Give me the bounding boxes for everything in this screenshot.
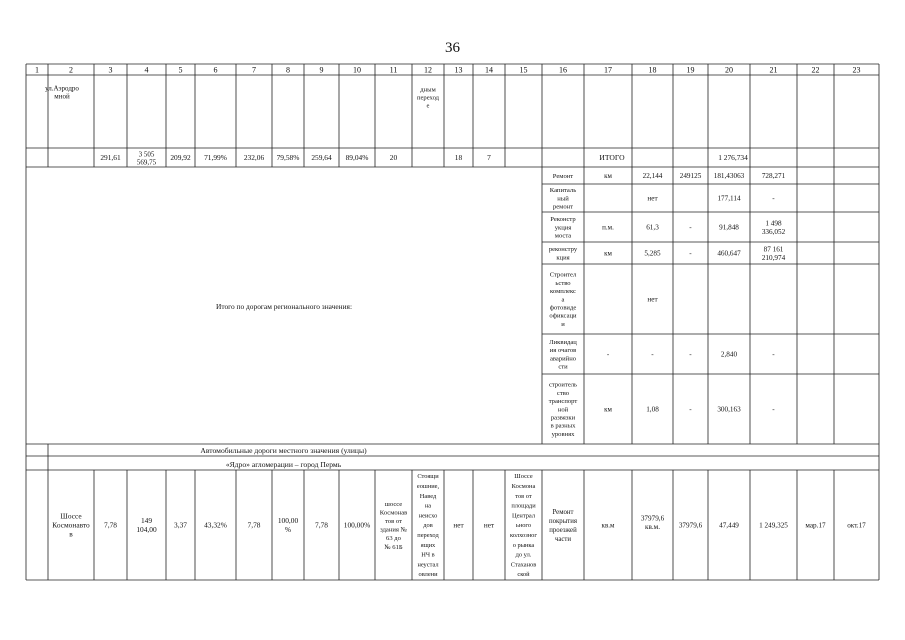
value-c10: 100,00% — [343, 520, 371, 530]
column-number: 4 — [144, 65, 149, 75]
work-type: ство — [556, 389, 570, 397]
unit: км — [604, 249, 612, 258]
total-sum: 1 276,734 — [718, 153, 748, 162]
value-c7: 7,78 — [247, 520, 261, 530]
total-area: 3 505 — [138, 150, 155, 159]
total-label: ИТОГО — [599, 153, 625, 162]
value-c19: 37979,6 — [678, 521, 703, 530]
quantity: 61,3 — [646, 223, 659, 232]
cost-total: 87 161 — [763, 245, 784, 254]
value-c8: 79,58% — [276, 153, 300, 162]
work-type: Капиталь — [549, 187, 577, 195]
crossing-note: на — [424, 502, 432, 510]
crossing-note: ящих — [420, 541, 436, 549]
crossing-note: НЧ в — [421, 551, 435, 559]
value-c7: 232,06 — [243, 153, 265, 162]
start-date: мар.17 — [805, 521, 826, 530]
work-type: покрытия — [548, 517, 578, 525]
crossing-note: дным — [420, 86, 436, 94]
repair-section: Космона — [511, 483, 536, 491]
unit: км — [604, 405, 612, 414]
repair-section: колхозног — [510, 532, 537, 540]
column-number: 18 — [648, 65, 657, 75]
column-number: 17 — [604, 65, 612, 75]
cost-total: - — [772, 194, 775, 203]
work-type: офиксаци — [549, 312, 577, 320]
page-number: 36 — [445, 40, 460, 56]
area: 104,00 — [136, 525, 157, 535]
value-c13: 18 — [454, 153, 463, 162]
work-type: фотовиде — [549, 304, 577, 312]
column-number: 2 — [69, 65, 73, 75]
work-type: укция — [554, 224, 572, 232]
cost: 91,848 — [719, 223, 739, 232]
unit: км — [604, 172, 612, 180]
column-number: 12 — [424, 65, 432, 75]
repair-section: ьного — [515, 522, 532, 530]
work-type: Ремонт — [552, 172, 574, 180]
section-from-to: Космонав — [379, 509, 408, 517]
work-type: аварийно — [549, 355, 577, 363]
work-type: ьство — [555, 279, 571, 287]
column-number: 9 — [319, 65, 324, 75]
work-type: Ликвидац — [549, 339, 577, 347]
crossing-note: Навед — [419, 492, 437, 500]
column-number: 13 — [454, 65, 463, 75]
street-name: мной — [54, 92, 70, 101]
crossing-note: Стоящи — [417, 473, 439, 481]
column-number: 5 — [178, 65, 183, 75]
road-name: Космонавто — [52, 520, 90, 530]
quantity: 22,144 — [642, 172, 663, 180]
work-type: Реконстр — [550, 216, 576, 224]
road-name: Шоссе — [60, 511, 82, 521]
quantity: 5,285 — [644, 249, 661, 258]
crossing-note: неустал — [417, 561, 439, 569]
section-from-to: шоссе — [384, 500, 403, 508]
column-number: 10 — [353, 65, 361, 75]
unit: п.м. — [602, 223, 614, 232]
column-number: 8 — [286, 65, 290, 75]
work-type: комплекс — [550, 288, 576, 296]
repair-section: Шоссе — [514, 473, 533, 481]
work-type: проезжей — [549, 526, 577, 534]
column-number: 11 — [389, 65, 398, 75]
cost: 47,449 — [719, 521, 739, 530]
quantity: - — [651, 350, 654, 359]
cost-total: - — [772, 405, 775, 414]
value-c6: 43,32% — [204, 520, 227, 530]
value-c11: 20 — [389, 153, 398, 162]
work-type: сти — [558, 363, 568, 371]
area: 149 — [140, 516, 153, 526]
repair-section: до ул. — [515, 551, 532, 559]
column-number: 21 — [769, 65, 778, 75]
value-c14: нет — [483, 521, 495, 530]
value-c19: 249125 — [679, 172, 702, 180]
work-type: и — [561, 320, 565, 328]
column-number: 23 — [852, 65, 861, 75]
quantity: кв.м. — [644, 522, 661, 531]
value-c8: % — [284, 525, 292, 535]
cost-total: 336,052 — [761, 227, 786, 236]
repair-section: Стаханов — [510, 561, 537, 569]
cost: 460,647 — [717, 249, 741, 258]
cost-total: 1 498 — [765, 219, 782, 228]
cost: 300,163 — [717, 405, 741, 414]
quantity: 1,08 — [646, 405, 659, 414]
column-number: 20 — [725, 65, 733, 75]
section-from-to: здания № — [380, 526, 407, 534]
work-type: ремонт — [552, 203, 574, 211]
crossing-note: овлени — [418, 571, 438, 579]
street-name: ул.Аэродро — [45, 84, 79, 93]
value-c5: 209,92 — [170, 153, 191, 162]
quantity: нет — [647, 295, 658, 304]
value-c9: 259,64 — [311, 153, 332, 162]
crossing-note: дов — [423, 522, 433, 530]
value-c14: 7 — [487, 153, 491, 162]
unit: кв.м — [601, 521, 615, 530]
cost-total: 210,974 — [761, 253, 786, 262]
crossing-note: неисхо — [418, 512, 438, 520]
work-type: транспорт — [548, 398, 578, 406]
crossing-note: еошние, — [416, 483, 440, 491]
value-c5: 3,37 — [174, 520, 187, 530]
quantity: нет — [647, 194, 658, 203]
column-number: 15 — [519, 65, 528, 75]
work-type: реконстру — [548, 246, 578, 254]
value-c19: - — [689, 405, 692, 414]
repair-section: Централ — [511, 512, 536, 520]
total-length: 291,61 — [100, 153, 121, 162]
section-from-to: 63 до — [386, 535, 401, 543]
work-type: кция — [556, 254, 570, 262]
section-from-to: тов от — [385, 518, 402, 526]
work-type: а — [561, 296, 565, 304]
cost: 181,43063 — [713, 172, 745, 180]
crossing-note: переход — [417, 532, 439, 540]
cost: 2,840 — [720, 350, 738, 359]
total-area: 569,75 — [136, 158, 157, 167]
work-type: ия очагов — [549, 347, 577, 355]
cost-total: 728,271 — [761, 172, 786, 180]
length: 7,78 — [104, 520, 117, 530]
column-number: 14 — [485, 65, 493, 75]
column-number: 1 — [35, 65, 39, 75]
column-number: 22 — [811, 65, 820, 75]
section-from-to: № 61Б — [384, 543, 403, 551]
cost-total: - — [772, 350, 775, 359]
work-type: ный — [557, 195, 569, 203]
value-c9: 7,78 — [315, 520, 328, 530]
repair-section: тов от — [515, 492, 532, 500]
work-type: строитель — [548, 381, 578, 389]
section-title: Автомобильные дороги местного значения (улицы) — [200, 446, 367, 455]
work-type: моста — [554, 232, 572, 240]
value-c10: 89,04% — [345, 153, 369, 162]
work-type: ной — [557, 406, 569, 414]
regional-total-label: Итого по дорогам регионального значения: — [215, 302, 353, 311]
quantity: 37979,6 — [640, 514, 665, 523]
value-c19: - — [689, 350, 692, 359]
work-type: развязки — [550, 414, 576, 422]
crossing-note: е — [426, 102, 430, 110]
cost-total: 1 249,325 — [759, 521, 788, 530]
column-number: 6 — [213, 65, 218, 75]
work-type: в разных — [550, 422, 576, 430]
column-number: 19 — [686, 65, 695, 75]
repair-section: о рынка — [512, 541, 535, 549]
work-type: уровнях — [551, 430, 575, 438]
crossing-note: переход — [416, 94, 440, 102]
unit: - — [606, 350, 610, 359]
subsection-title: «Ядро» агломерации – город Пермь — [225, 460, 342, 469]
value-c19: - — [689, 249, 692, 258]
value-c6: 71,99% — [204, 153, 227, 162]
value-c19: - — [689, 223, 692, 232]
work-type: части — [554, 535, 572, 543]
repair-section: ской — [517, 571, 530, 579]
column-number: 7 — [252, 65, 256, 75]
column-number: 16 — [559, 65, 567, 75]
road-name: в — [69, 529, 73, 539]
work-type: Строител — [549, 271, 577, 279]
end-date: окт.17 — [847, 521, 866, 530]
work-type: Ремонт — [552, 508, 574, 516]
cost: 177,114 — [717, 194, 741, 203]
column-number: 3 — [108, 65, 113, 75]
repair-section: площади — [511, 502, 536, 510]
value-c13: нет — [453, 521, 464, 530]
value-c8: 100,00 — [277, 516, 299, 526]
